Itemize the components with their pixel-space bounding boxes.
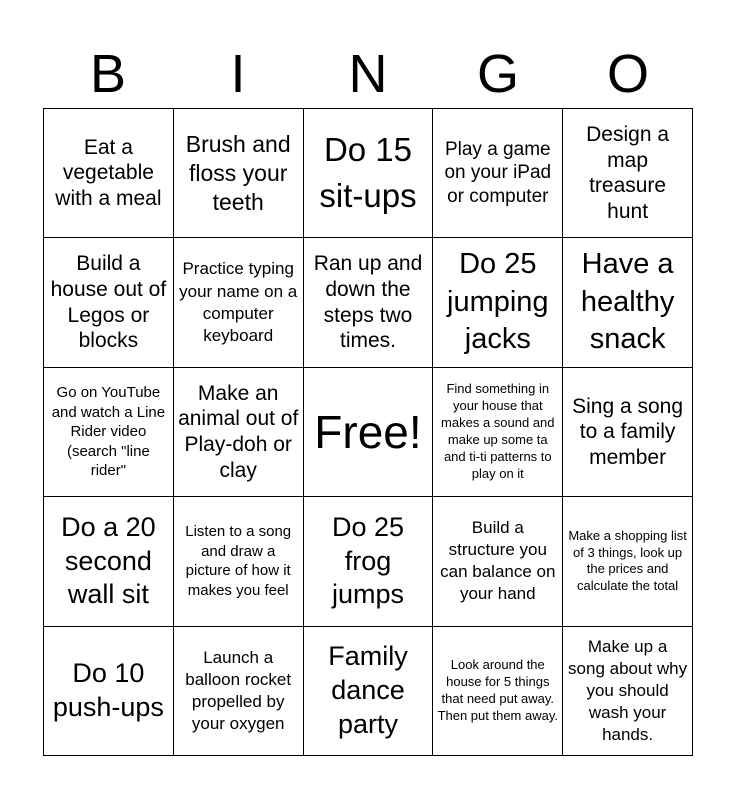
cell-text: Make a shopping list of 3 things, look up the prices and calculate the total: [568, 527, 687, 594]
cell-text: Find something in your house that makes a sound and make up some ta and ti-ti patterns to play on it: [441, 381, 555, 481]
bingo-cell[interactable]: [44, 497, 174, 626]
bingo-cell[interactable]: [563, 238, 693, 367]
header-letter-g: G: [476, 44, 519, 104]
bingo-cell[interactable]: [433, 368, 563, 497]
cell-text: Design a map treasure hunt: [586, 122, 670, 223]
header-letter-o: O: [606, 44, 649, 104]
bingo-cell[interactable]: [304, 238, 434, 367]
cell-text: Do 10 push-ups: [52, 658, 164, 722]
bingo-cell[interactable]: [44, 627, 174, 756]
cell-text: Family dance party: [328, 641, 408, 739]
bingo-cell[interactable]: [174, 368, 304, 497]
bingo-cell[interactable]: [174, 497, 304, 626]
cell-text: Build a structure you can balance on your hand: [440, 518, 556, 604]
bingo-cell[interactable]: [44, 368, 174, 497]
bingo-board: [43, 108, 693, 756]
cell-text: Make an animal out of Play-doh or clay: [178, 381, 299, 482]
cell-text: Play a game on your iPad or computer: [444, 138, 552, 208]
cell-text: Ran up and down the steps two times.: [313, 252, 423, 353]
bingo-cell[interactable]: [174, 627, 304, 756]
bingo-cell[interactable]: [563, 109, 693, 238]
cell-text: Do 15 sit-ups: [319, 131, 417, 215]
bingo-cell[interactable]: [174, 238, 304, 367]
bingo-cell[interactable]: [433, 238, 563, 367]
bingo-header: [43, 40, 693, 108]
bingo-cell[interactable]: [563, 368, 693, 497]
cell-text: Do a 20 second wall sit: [61, 511, 156, 610]
cell-text: Sing a song to a family member: [572, 394, 684, 469]
bingo-cell[interactable]: [304, 109, 434, 238]
bingo-cell[interactable]: [174, 109, 304, 238]
free-space-cell[interactable]: [304, 368, 434, 497]
bingo-cell[interactable]: [563, 627, 693, 756]
cell-text: Have a healthy snack: [580, 248, 675, 356]
header-letter-b: B: [89, 44, 127, 104]
cell-text: Do 25 jumping jacks: [447, 248, 549, 356]
bingo-cell[interactable]: [304, 627, 434, 756]
header-letter-n: N: [348, 44, 388, 104]
bingo-cell[interactable]: [433, 627, 563, 756]
cell-text: Eat a vegetable with a meal: [55, 135, 162, 210]
free-space-text: Free!: [314, 405, 422, 458]
bingo-cell[interactable]: [44, 238, 174, 367]
bingo-cell[interactable]: [44, 109, 174, 238]
cell-text: Look around the house for 5 things that need put away. Then put them away.: [437, 657, 558, 723]
bingo-cell[interactable]: [433, 497, 563, 626]
header-letter-i: I: [230, 44, 246, 104]
cell-text: Go on YouTube and watch a Line Rider video (search "line rider": [51, 384, 166, 480]
cell-text: Do 25 frog jumps: [331, 511, 405, 610]
bingo-cell[interactable]: [563, 497, 693, 626]
cell-text: Launch a balloon rocket propelled by your oxygen: [185, 647, 292, 733]
cell-text: Listen to a song and draw a picture of how it makes you feel: [185, 523, 292, 599]
bingo-cell[interactable]: [304, 497, 434, 626]
cell-text: Build a house out of Legos or blocks: [50, 252, 167, 353]
cell-text: Make up a song about why you should wash your hands.: [568, 636, 688, 744]
cell-text: Brush and floss your teeth: [185, 131, 291, 215]
cell-text: Practice typing your name on a computer keyboard: [179, 259, 298, 345]
bingo-cell[interactable]: [433, 109, 563, 238]
